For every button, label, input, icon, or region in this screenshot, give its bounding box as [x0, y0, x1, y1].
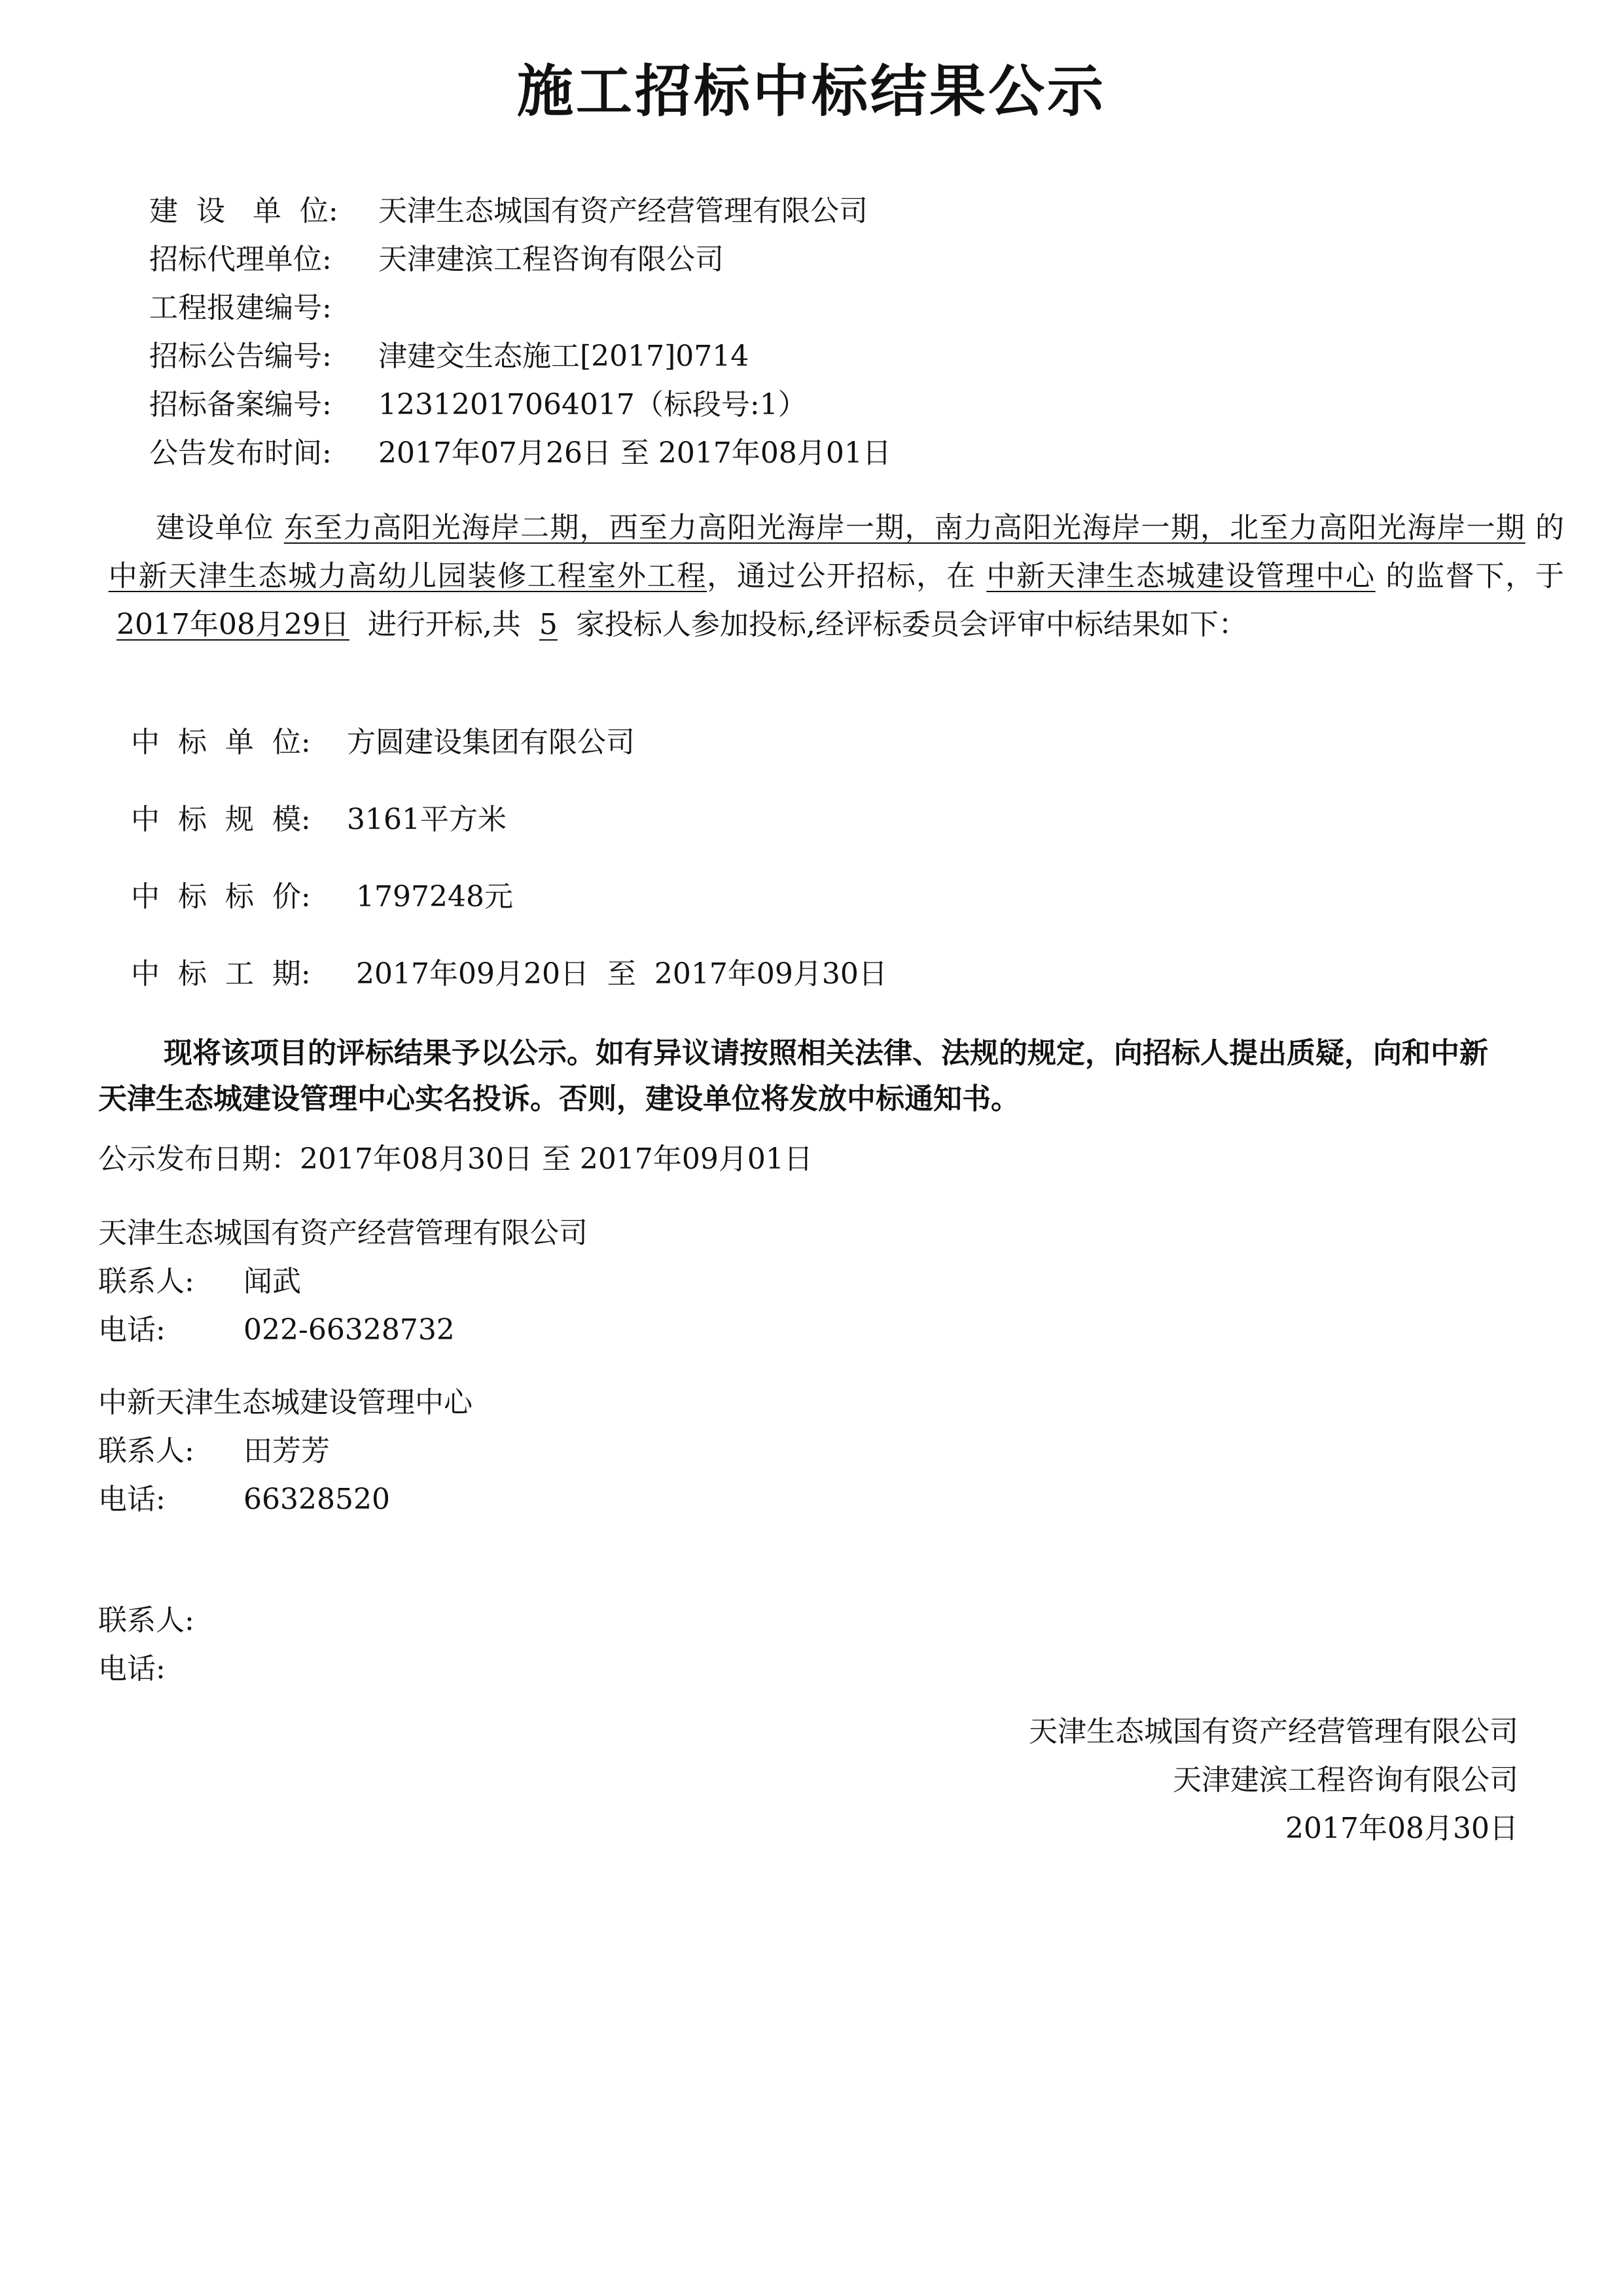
meta-label: 工程报建编号:: [149, 291, 332, 325]
meta-value: 天津建滨工程咨询有限公司: [378, 243, 724, 276]
contact-person: 田芳芳: [243, 1434, 330, 1468]
meta-row-publish-time: [149, 429, 891, 478]
result-label: 中 标 规 模:: [131, 803, 311, 836]
result-value: 2017年09月20日 至 2017年09月30日: [347, 957, 887, 991]
blank-phone-label: 电话:: [98, 1652, 166, 1686]
contact-phone: 66328520: [243, 1483, 390, 1516]
supervisor-name: 中新天津生态城建设管理中心: [986, 559, 1376, 593]
result-value: 方圆建设集团有限公司: [347, 726, 635, 759]
meta-row-owner: [149, 187, 891, 236]
paragraph-text: ，通过公开招标，在: [707, 559, 976, 593]
meta-label: 招标公告编号:: [149, 340, 332, 373]
result-row-winner: [131, 718, 887, 796]
result-value: 1797248元: [347, 880, 513, 913]
contact-person-row: [98, 1258, 588, 1306]
contact-block-owner: [98, 1209, 588, 1354]
result-row-scale: [131, 796, 887, 873]
meta-row-filing-no: [149, 381, 891, 429]
signature-org-owner: 天津生态城国有资产经营管理有限公司: [1029, 1715, 1518, 1748]
meta-label: 招标代理单位:: [149, 243, 332, 276]
contact-phone: 022-66328732: [243, 1313, 455, 1347]
blank-contact-label: 联系人:: [98, 1604, 194, 1637]
bidder-count: 5: [539, 608, 558, 641]
contact-phone-row: [98, 1306, 588, 1354]
contact-phone-row: [98, 1475, 473, 1524]
contact-label: 联系人:: [98, 1265, 194, 1298]
result-row-duration: [131, 950, 887, 1027]
paragraph-text: 的: [1535, 511, 1564, 544]
signature-date: 2017年08月30日: [1285, 1812, 1518, 1845]
meta-label: 建 设 单 位:: [149, 194, 338, 228]
result-label: 中 标 单 位:: [131, 726, 311, 759]
phone-label: 电话:: [98, 1313, 166, 1347]
phone-label: 电话:: [98, 1483, 166, 1516]
signature-block: [1029, 1708, 1518, 1853]
contact-org: 天津生态城国有资产经营管理有限公司: [98, 1216, 588, 1250]
paragraph-text: 建设单位: [156, 511, 274, 544]
signature-org-agent: 天津建滨工程咨询有限公司: [1173, 1763, 1518, 1797]
meta-row-registration: [149, 284, 891, 332]
contact-person: 闻武: [243, 1265, 301, 1298]
paragraph-text: 进行开标,共: [367, 608, 521, 641]
meta-value: 津建交生态施工[2017]0714: [378, 340, 749, 373]
contact-block-supervisor: [98, 1379, 473, 1524]
paragraph-text: 家投标人参加投标,经评标委员会评审中标结果如下：: [575, 608, 1247, 641]
result-value: 3161平方米: [347, 803, 507, 836]
contact-org: 中新天津生态城建设管理中心: [98, 1386, 473, 1419]
paragraph-text: 的监督下，于: [1385, 559, 1565, 593]
contact-block-blank: [98, 1597, 194, 1693]
project-location: 东至力高阳光海岸二期，西至力高阳光海岸一期，南力高阳光海岸一期，北至力高阳光海岸一期: [283, 511, 1525, 544]
meta-info: [149, 187, 891, 478]
meta-row-announcement-no: [149, 332, 891, 381]
meta-value: 2017年07月26日 至 2017年08月01日: [378, 436, 891, 470]
meta-row-agent: [149, 236, 891, 284]
result-label: 中 标 标 价:: [131, 880, 311, 913]
award-results: [131, 718, 887, 1027]
result-row-price: [131, 873, 887, 950]
contact-person-row: [98, 1427, 473, 1475]
result-label: 中 标 工 期:: [131, 957, 311, 991]
project-name: 中新天津生态城力高幼儿园装修工程室外工程: [108, 559, 707, 593]
opening-date: 2017年08月29日: [116, 608, 349, 641]
meta-label: 公告发布时间:: [149, 436, 332, 470]
publish-period: 公示发布日期：2017年08月30日 至 2017年09月01日: [98, 1142, 813, 1176]
contact-label: 联系人:: [98, 1434, 194, 1468]
meta-label: 招标备案编号:: [149, 388, 332, 421]
result-paragraph: [98, 504, 1564, 649]
meta-value: 天津生态城国有资产经营管理有限公司: [378, 194, 868, 228]
document-title: 施工招标中标结果公示: [517, 58, 1106, 124]
objection-notice: 现将该项目的评标结果予以公示。如有异议请按照相关法律、法规的规定，向招标人提出质疑，向和中新天津生态城建设管理中心实名投诉。否则，建设单位将发放中标通知书。: [98, 1036, 1488, 1116]
meta-value: 12312017064017（标段号:1）: [378, 388, 807, 421]
